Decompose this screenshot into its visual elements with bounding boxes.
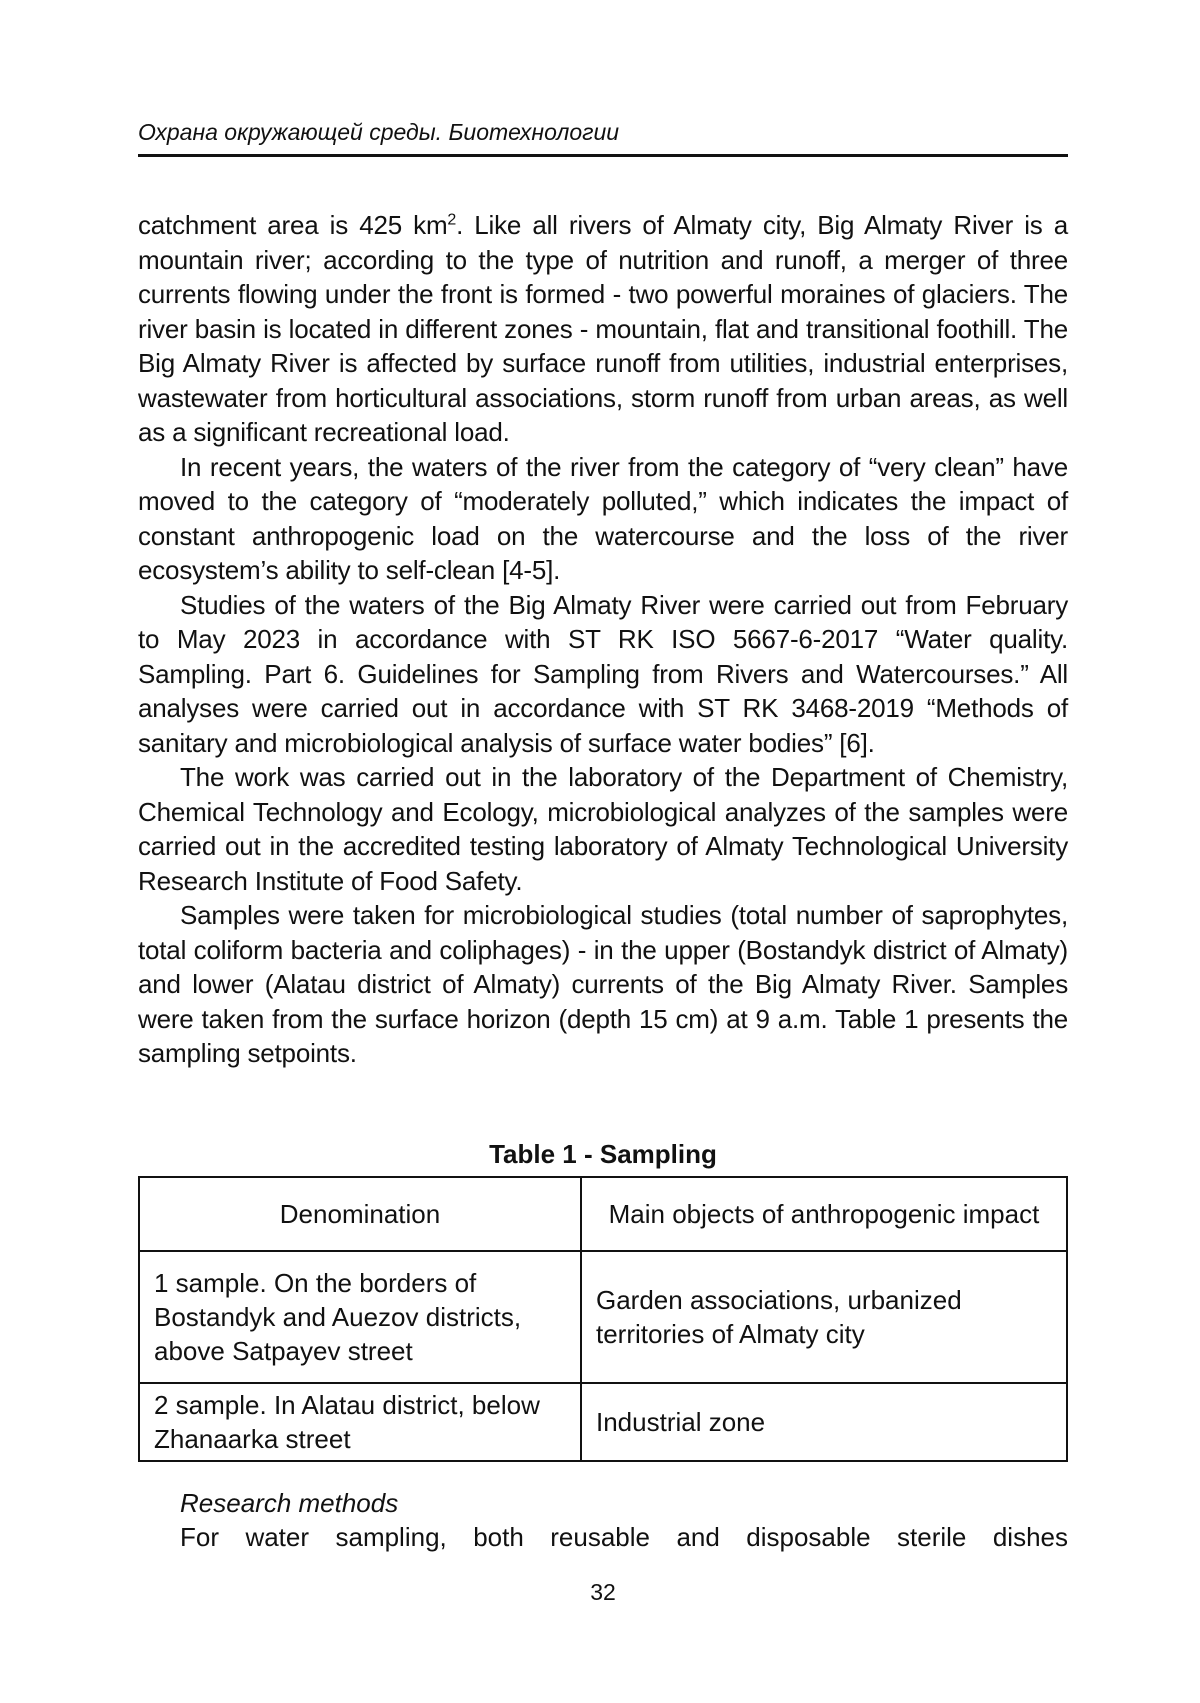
table-cell: 1 sample. On the borders of Bostandyk and Auezov districts, above Satpayev street [139, 1251, 581, 1383]
table-header-row [139, 1177, 1067, 1251]
superscript-2: 2 [447, 211, 457, 229]
document-page [138, 0, 1068, 1703]
paragraph-3: Studies of the waters of the Big Almaty River were carried out from February to May 2023 in accordance with ST RK ISO 5667-6-2017 “Water quality. Sampling. Part 6. Guidelines for Sampling from Rivers and Watercourses.” All analyses were carried out in accordance with ST RK 3468-2019 “Methods of sanitary and microbiological analysis of surface water bodies” [6]. [138, 589, 1068, 758]
table-header-cell: Denomination [139, 1177, 581, 1251]
page-number: 32 [590, 1579, 616, 1605]
paragraph-1 [138, 208, 1068, 450]
paragraph-2: In recent years, the waters of the river from the category of “very clean” have moved to the category of “moderately polluted,” which indicates the impact of constant anthropogenic load on the watercourse and the loss of the river ecosystem’s ability to self-clean [4-5]. [138, 451, 1068, 585]
table-cell: Industrial zone [581, 1383, 1067, 1461]
table-header-cell: Main objects of anthropogenic impact [581, 1177, 1067, 1251]
table-cell: 2 sample. In Alatau district, below Zhanaarka street [139, 1383, 581, 1461]
section-title: Research methods [180, 1488, 399, 1518]
running-header: Охрана окружающей среды. Биотехнологии [138, 119, 620, 145]
header-rule [138, 154, 1068, 157]
table-cell: Garden associations, urbanized territories of Almaty city [581, 1251, 1067, 1383]
paragraph-5: Samples were taken for microbiological studies (total number of saprophytes, total coliform bacteria and coliphages) - in the upper (Bostandyk district of Almaty) and lower (Alatau district of Almaty) currents of the Big Almaty River. Samples were taken from the surface horizon (depth 15 cm) at 9 a.m. Table 1 presents the sampling setpoints. [138, 900, 1068, 1068]
body-text [138, 208, 1068, 1071]
paragraph-1-text-a: catchment area is 425 km [138, 210, 448, 240]
table-caption: Table 1 - Sampling [489, 1139, 717, 1169]
paragraph-continued: For water sampling, both reusable and disposable sterile dishes [180, 1522, 1068, 1552]
table-row [139, 1251, 1067, 1383]
table-row [139, 1383, 1067, 1461]
paragraph-1-text-b: . Like all rivers of Almaty city, Big Almaty River is a mountain river; according to the type of nutrition and runoff, a merger of three currents flowing under the front is formed - two powerful moraines of glaciers. The river basin is located in different zones - mountain, flat and transitional foothill. The Big Almaty River is affected by surface runoff from utilities, industrial enterprises, wastewater from horticultural associations, storm runoff from urban areas, as well as a significant recreational load. [138, 210, 1068, 447]
paragraph-4: The work was carried out in the laboratory of the Department of Chemistry, Chemical Technology and Ecology, microbiological analyzes of the samples were carried out in the accredited testing laboratory of Almaty Technological University Research Institute of Food Safety. [138, 762, 1068, 896]
sampling-table [138, 1176, 1068, 1462]
